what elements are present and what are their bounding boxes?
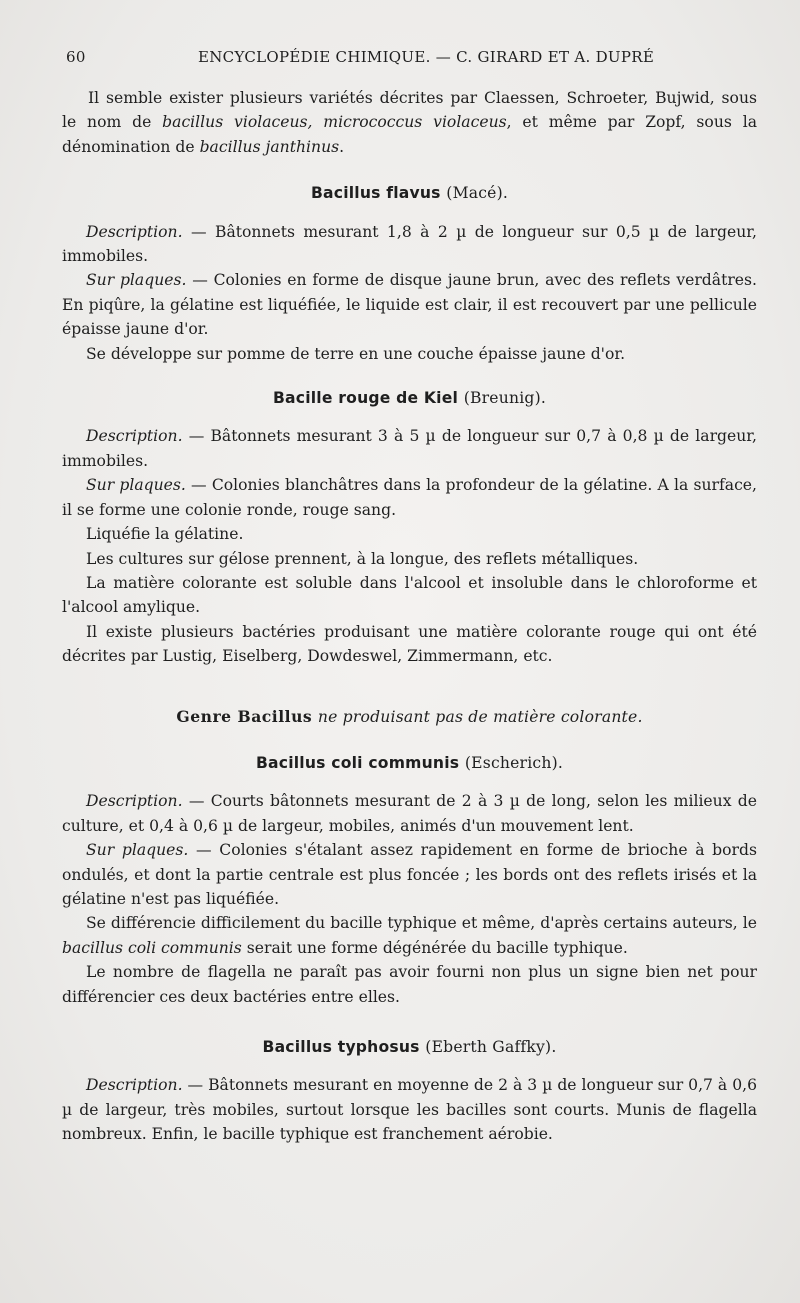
kiel-title: Bacille rouge de Kiel <box>272 389 459 408</box>
coli-plaques <box>62 838 757 911</box>
coli-flagella: Le nombre de flagella ne paraît pas avoir fourni non plus un signe bien net pour différencier ces deux bactéries entre elles. <box>62 963 757 1006</box>
kiel-existe: Il existe plusieurs bactéries produisant une matière colorante rouge qui ont été décrites par Lustig, Eiselberg, Dowdeswel, Zimmermann, etc. <box>62 622 757 666</box>
intro-text-a: Il semble exister plusieurs variétés décrites par Claessen, Schroeter, Bujwid, sous le nom de <box>62 89 757 132</box>
kiel-matiere: La matière colorante est soluble dans l'alcool et insoluble dans le chloroforme et l'alcool amylique. <box>62 573 757 617</box>
coli-title: Bacillus coli communis <box>255 753 460 772</box>
flavus-title: Bacillus flavus <box>310 184 441 203</box>
coli-desc-text: — Courts bâtonnets mesurant de 2 à 3 µ de long, selon les milieux de culture, et 0,4 à 0,6 µ de largeur, mobiles, animés d'un mouvement lent. <box>62 792 757 835</box>
typhosus-desc-label: Description. <box>86 1076 183 1095</box>
coli-differencie <box>62 911 757 960</box>
coli-author: (Escherich). <box>464 753 564 772</box>
body-text <box>62 86 757 1147</box>
kiel-author: (Breunig). <box>463 389 547 408</box>
genre-bold: Genre Bacillus <box>176 706 313 726</box>
flavus-plaques <box>62 268 757 341</box>
kiel-gelose: Les cultures sur gélose prennent, à la longue, des reflets métalliques. <box>86 549 639 568</box>
kiel-plaques-label: Sur plaques. <box>86 476 186 495</box>
section-heading-kiel <box>62 386 757 410</box>
flavus-desc-label: Description. <box>86 222 183 241</box>
section-heading-coli <box>62 751 757 775</box>
kiel-desc-label: Description. <box>86 427 183 446</box>
coli-description <box>62 789 757 838</box>
genre-italic: ne produisant pas de matière colorante. <box>317 707 643 726</box>
coli-plaques-text: — Colonies s'étalant assez rapidement en forme de brioche à bords ondulés, et dont la partie centrale est plus foncée ; les bords ont des reflets irisés et la gélatine n'est pas liquéfiée. <box>62 841 757 908</box>
intro-species-janthinus: bacillus janthinus <box>199 137 340 156</box>
page-number: 60 <box>66 48 86 66</box>
flavus-author: (Macé). <box>446 184 509 203</box>
coli-diff-species: bacillus coli communis <box>62 938 242 957</box>
kiel-desc-text: — Bâtonnets mesurant 3 à 5 µ de longueur sur 0,7 à 0,8 µ de largeur, immobiles. <box>62 427 757 470</box>
genre-heading <box>62 705 757 729</box>
coli-diff-a: Se différencie difficilement du bacille typhique et même, d'après certains auteurs, le <box>86 914 757 933</box>
kiel-description <box>62 424 757 473</box>
section-heading-flavus <box>62 181 757 205</box>
intro-text-e: . <box>339 137 345 156</box>
section-heading-typhosus <box>62 1035 757 1059</box>
flavus-plaques-label: Sur plaques. <box>86 271 187 290</box>
coli-desc-label: Description. <box>86 792 183 811</box>
typhosus-desc-text: — Bâtonnets mesurant en moyenne de 2 à 3 µ de longueur sur 0,7 à 0,6 µ de largeur, très mobiles, surtout lorsque les bacilles sont courts. Munis de flagella nombreux. Enfin, le bacille typhique est franchement aérobie. <box>62 1076 757 1144</box>
typhosus-description <box>62 1073 757 1146</box>
intro-species-names: bacillus violaceus, micrococcus violaceus <box>162 113 507 132</box>
typhosus-author: (Eberth Gaffky). <box>425 1038 557 1056</box>
flavus-description <box>62 220 757 269</box>
intro-paragraph <box>62 86 757 159</box>
flavus-plaques-text: — Colonies en forme de disque jaune brun, avec des reflets verdâtres. En piqûre, la gélatine est liquéfiée, le liquide est clair, il est recouvert par une pellicule épaisse jaune d'or. <box>62 271 757 339</box>
typhosus-title: Bacillus typhosus <box>262 1038 420 1056</box>
flavus-desc-text: — Bâtonnets mesurant 1,8 à 2 µ de longueur sur 0,5 µ de largeur, immobiles. <box>62 222 757 266</box>
running-title: ENCYCLOPÉDIE CHIMIQUE. — C. GIRARD ET A. DUPRÉ <box>198 48 655 66</box>
coli-plaques-label: Sur plaques. <box>86 841 189 860</box>
kiel-plaques <box>62 473 757 522</box>
intro-text-c: , et même par Zopf, sous la dénomination de <box>62 113 757 156</box>
kiel-liquefie: Liquéfie la gélatine. <box>86 525 244 544</box>
flavus-pomme: Se développe sur pomme de terre en une couche épaisse jaune d'or. <box>86 344 626 363</box>
coli-diff-c: serait une forme dégénérée du bacille typhique. <box>241 938 628 957</box>
kiel-plaques-text: — Colonies blanchâtres dans la profondeur de la gélatine. A la surface, il se forme une colonie ronde, rouge sang. <box>62 476 757 519</box>
